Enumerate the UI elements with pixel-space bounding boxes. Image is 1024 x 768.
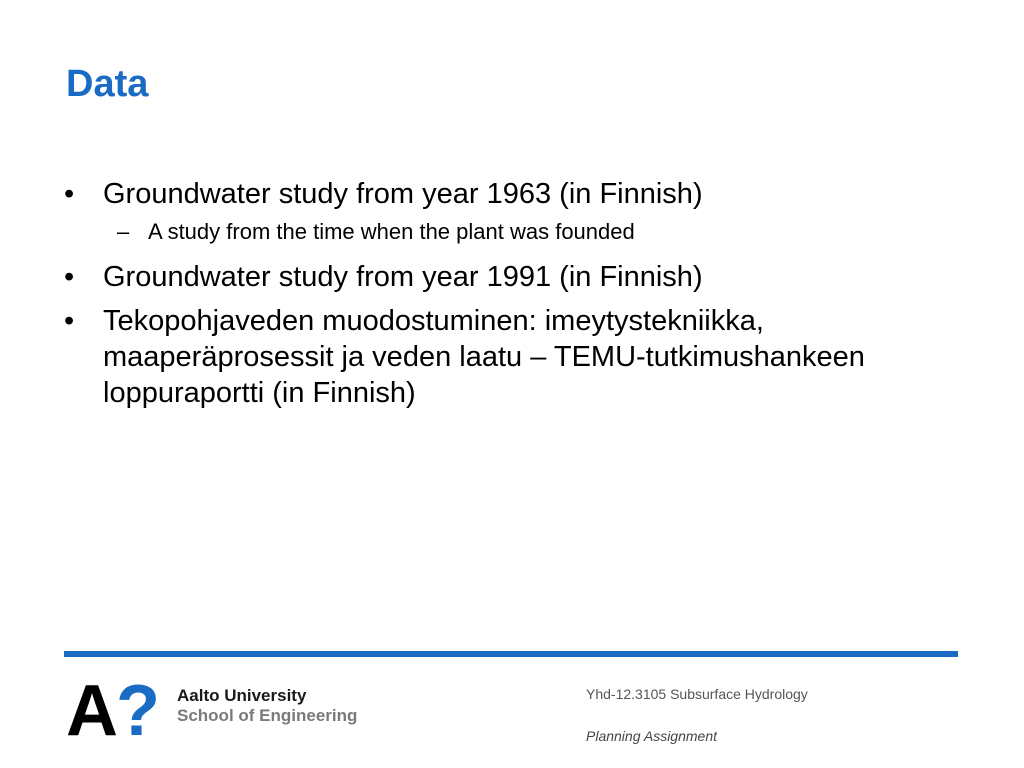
assignment-name: Planning Assignment [586,728,718,744]
bullet-marker: • [64,305,75,337]
bullet-item [62,303,942,411]
bullet-text: Tekopohjaveden muodostuminen: imeytystekniikka, maaperäprosessit ja veden laatu – TEMU-tutkimushankeen loppuraportti (in Finnish) [103,305,865,409]
bullet-marker: • [64,261,75,293]
bullet-marker: • [64,178,75,210]
school-name: School of Engineering [177,706,358,725]
aalto-logo [66,671,162,751]
sub-bullet-item [62,218,942,246]
slide-title: Data [66,63,149,105]
sub-bullet-text: A study from the time when the plant was founded [148,219,635,244]
logo-mark: ? [116,671,160,751]
logo-letter: A [66,671,114,751]
bullet-item [62,259,942,295]
bullet-text: Groundwater study from year 1991 (in Finnish) [103,261,703,293]
institution-name [177,686,357,726]
bullet-text: Groundwater study from year 1963 (in Finnish) [103,178,703,210]
sub-bullet-marker: – [117,219,130,244]
footer-divider [64,651,958,657]
bullet-item [62,176,942,212]
university-name: Aalto University [177,686,307,705]
bullet-list [62,176,942,419]
course-code: Yhd-12.3105 Subsurface Hydrology [586,686,808,702]
